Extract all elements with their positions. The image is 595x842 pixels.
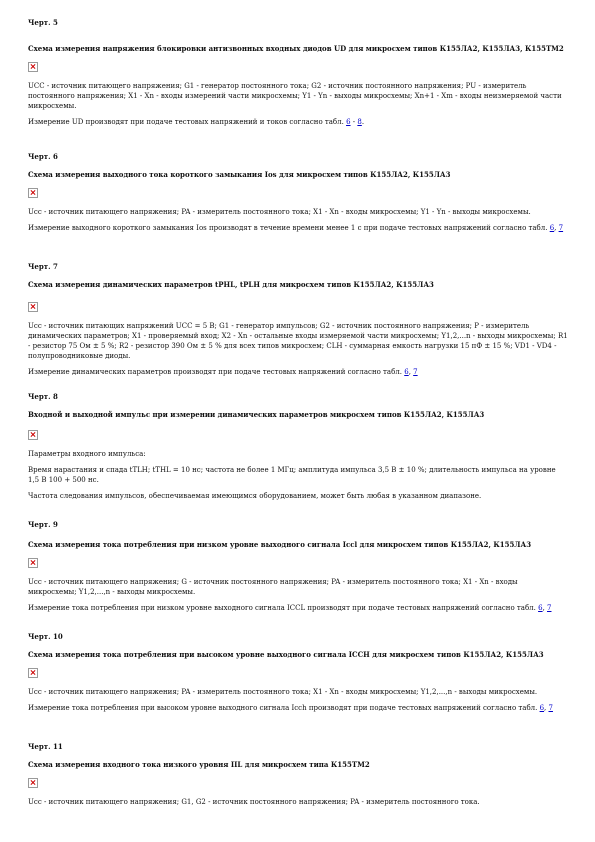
table-6-link[interactable]: 6 [346, 118, 351, 126]
chart-8-title: Входной и выходной импульс при измерении динамических параметров микросхем типов К155ЛА2, К155ЛА3 [28, 410, 485, 419]
table-8-link[interactable]: 8 [357, 118, 362, 126]
section-chart-6 [28, 152, 568, 233]
chart-5-legend: UCC - источник питающего напряжения; G1 - генератор постоянного тока; G2 - источник постоянного напряжения; PU - измеритель постоянного напряжения; X1 - Xn - входы измерений части микросхемы; Y1 - Yn - выходы микросхемы; Xn+1 - Xm - входы неизмеряемой части микросхемы. [28, 82, 562, 110]
broken-image-icon [28, 188, 38, 198]
chart-5-title: Схема измерения напряжения блокировки антизвонных входных диодов UD для микросхем типов К155ЛА2, К155ЛА3, К155ТМ2 [28, 44, 564, 53]
chart-6-title: Схема измерения выходного тока короткого замыкания Ios для микросхем типов К155ЛА2, К155ЛА3 [28, 170, 451, 179]
chart-11-title: Схема измерения входного тока низкого уровня IIL для микросхем типа К155ТМ2 [28, 760, 370, 769]
chart-10-legend: Ucc - источник питающего напряжения; PA - измеритель постоянного тока; X1 - Xn - входы микросхемы; Y1,2,...,n - выходы микросхемы. [28, 688, 538, 696]
chart-6-note: Измерение выходного короткого замыкания Ios производят в течение времени менее 1 с при подаче тестовых напряжений согласно табл. 6, 7 [28, 224, 564, 232]
chart-9-legend: Ucc - источник питающего напряжения; G - источник постоянного напряжения; PA - измеритель постоянного тока; X1 - Xn - входы микросхемы; Y1,2,...,n - выходы микросхемы. [28, 578, 518, 596]
chart-9-heading: Черт. 9 [28, 520, 58, 529]
chart-6-heading: Черт. 6 [28, 152, 58, 161]
section-chart-9 [28, 520, 568, 613]
table-6-link[interactable]: 6 [404, 368, 409, 376]
table-7-link[interactable]: 7 [547, 604, 552, 612]
table-7-link[interactable]: 7 [548, 704, 553, 712]
section-chart-10 [28, 632, 568, 713]
section-chart-7 [28, 262, 568, 377]
section-chart-8 [28, 392, 568, 501]
chart-10-heading: Черт. 10 [28, 632, 63, 641]
broken-image-icon [28, 62, 38, 72]
table-6-link[interactable]: 6 [549, 224, 555, 232]
table-7-link[interactable]: 7 [558, 224, 564, 232]
chart-5-note: Измерение UD производят при подаче тестовых напряжений и токов согласно табл. 6 - 8. [28, 118, 365, 126]
chart-7-title: Схема измерения динамических параметров tPHL, tPLH для микросхем типов К155ЛА2, К155ЛА3 [28, 280, 434, 289]
chart-11-legend: Ucc - источник питающего напряжения; G1, G2 - источник постоянного напряжения; PA - измеритель постоянного тока. [28, 798, 480, 806]
broken-image-icon [28, 668, 38, 678]
chart-8-heading: Черт. 8 [28, 392, 58, 401]
table-6-link[interactable]: 6 [539, 704, 545, 712]
table-6-link[interactable]: 6 [538, 604, 543, 612]
chart-7-legend: Ucc - источник питающих напряжений UCC = 5 В; G1 - генератор импульсов; G2 - источник постоянного напряжения; P - измеритель динамических параметров; X1 - проверяемый вход; X2 - Xn - остальные входы измеряемой части микросхемы; Y1,2,...n - выходы микросхемы; R1 - резистор 75 Ом ± 5 %; R2 - резистор 390 Ом ± 5 % для всех типов микросхем; CLН - суммарная емкость нагрузки 15 пФ ± 15 %; VD1 - VD4 - полупроводниковые диоды. [28, 322, 568, 360]
chart-9-title: Схема измерения тока потребления при низком уровне выходного сигнала Iccl для микросхем типов К155ЛА2, К155ЛА3 [28, 540, 532, 549]
broken-image-icon [28, 302, 38, 312]
chart-8-note: Частота следования импульсов, обеспечиваемая имеющимся оборудованием, может быть любая в указанном диапазоне. [28, 492, 482, 500]
pulse-params: Время нарастания и спада tTLH; tTHL = 10 нс; частота не более 1 МГц; амплитуда импульса 3,5 В ± 10 %; длительность импульса на уровне 1,5 В 100 + 500 нс. [28, 466, 556, 484]
pulse-params-title: Параметры входного импульса: [28, 450, 146, 458]
table-7-link[interactable]: 7 [413, 368, 418, 376]
broken-image-icon [28, 778, 38, 788]
chart-7-note: Измерение динамических параметров производят при подаче тестовых напряжений согласно табл. 6, 7 [28, 368, 418, 376]
chart-5-heading: Черт. 5 [28, 18, 58, 27]
chart-11-heading: Черт. 11 [28, 742, 63, 751]
chart-10-note: Измерение тока потребления при высоком уровне выходного сигнала Icch производят при подаче тестовых напряжений согласно табл. 6, 7 [28, 704, 553, 712]
section-chart-5 [28, 18, 568, 127]
chart-7-heading: Черт. 7 [28, 262, 58, 271]
chart-10-title: Схема измерения тока потребления при высоком уровне выходного сигнала ICCH для микросхем типов К155ЛА2, К155ЛА3 [28, 650, 544, 659]
chart-6-legend: Ucc - источник питающего напряжения; PA - измеритель постоянного тока; X1 - Xn - входы микросхемы; Y1 - Yn - выходы микросхемы. [28, 208, 531, 216]
broken-image-icon [28, 558, 38, 568]
broken-image-icon [28, 430, 38, 440]
section-chart-11 [28, 742, 568, 807]
chart-9-note: Измерение тока потребления при низком уровне выходного сигнала ICCL производят при подаче тестовых напряжений согласно табл. 6, 7 [28, 604, 552, 612]
